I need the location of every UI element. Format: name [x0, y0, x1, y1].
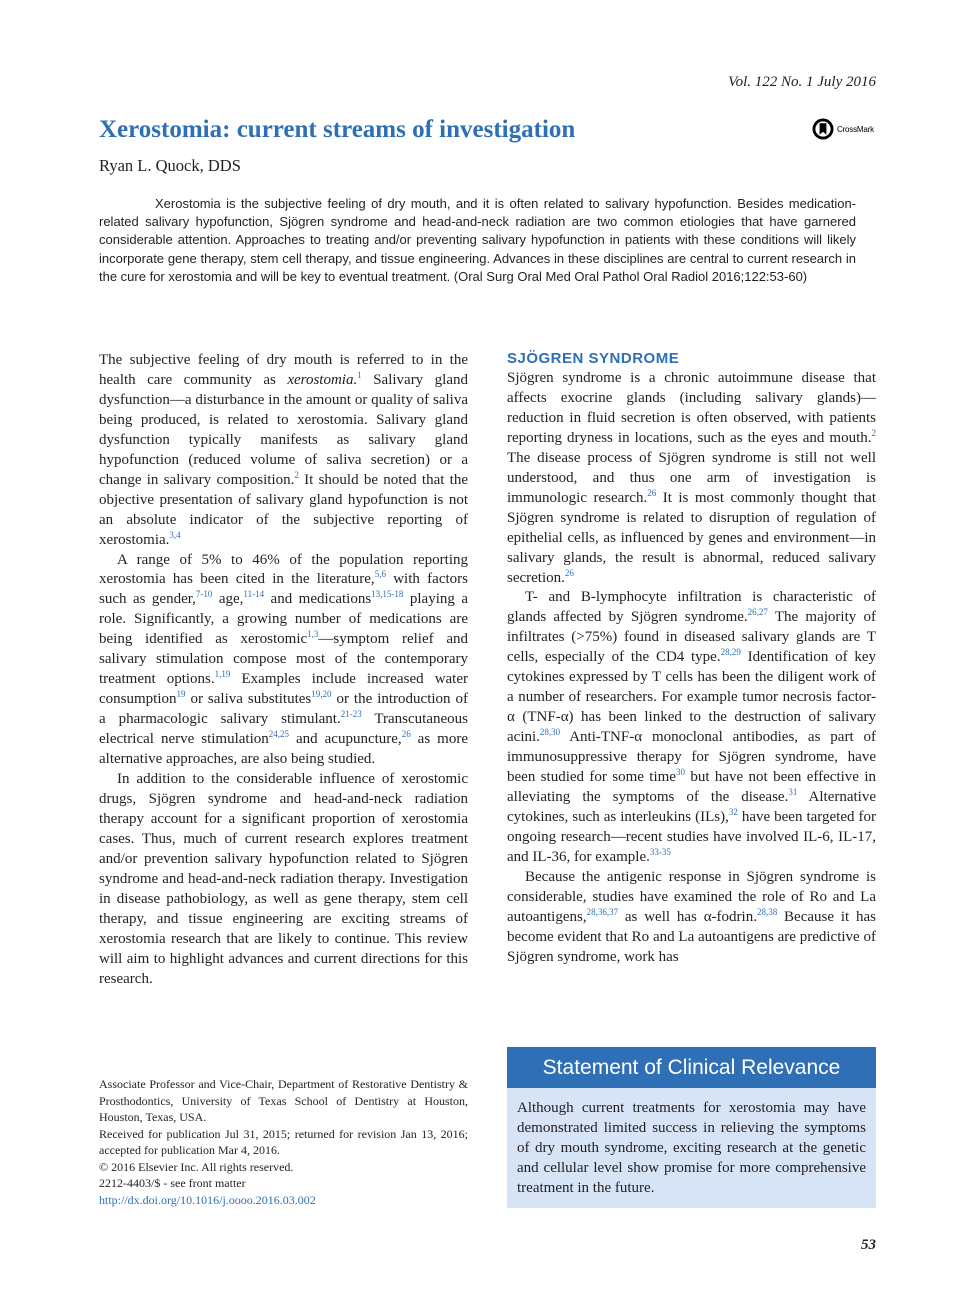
left-column — [99, 351, 468, 990]
section-heading-sjogren: SJÖGREN SYNDROME — [507, 350, 680, 367]
citation-link[interactable]: 28,36,37 — [586, 906, 619, 917]
citation-link[interactable]: 28,38 — [756, 906, 778, 917]
author-affiliation: Associate Professor and Vice-Chair, Department of Restorative Dentistry & Prosthodontics, University of Texas School of Dentistry at Houston, Houston, Texas, USA. — [99, 1077, 468, 1124]
citation-link[interactable]: 1,3 — [307, 629, 319, 640]
journal-info: Vol. 122 No. 1 July 2016 — [728, 74, 876, 90]
citation-link[interactable]: 28,30 — [539, 727, 561, 738]
citation-link[interactable]: 21-23 — [340, 709, 362, 720]
citation-link[interactable]: 32 — [728, 806, 738, 817]
citation-link[interactable]: 33-35 — [649, 846, 671, 857]
citation-link[interactable]: 2 — [294, 469, 299, 480]
clinical-relevance-title: Statement of Clinical Relevance — [507, 1047, 876, 1088]
article-title: Xerostomia: current streams of investigation — [99, 116, 576, 143]
citation-link[interactable]: 2 — [871, 427, 876, 438]
right-column — [507, 350, 876, 968]
citation-link[interactable]: 30 — [675, 767, 685, 778]
citation-link[interactable]: 13,15-18 — [371, 589, 404, 600]
citation-link[interactable]: 3,4 — [169, 529, 181, 540]
citation-link[interactable]: 26,27 — [747, 607, 768, 618]
citation-link[interactable]: 26 — [647, 487, 657, 498]
citation-link[interactable]: 1 — [357, 369, 362, 380]
issn-line: 2212-4403/$ - see front matter — [99, 1176, 246, 1190]
citation-link[interactable]: 1,19 — [214, 669, 231, 680]
crossmark-icon — [812, 118, 834, 140]
citation-link[interactable]: 26 — [564, 567, 574, 578]
citation-link[interactable]: 19 — [176, 689, 186, 700]
clinical-relevance-text: Although current treatments for xerostomia may have demonstrated limited success in relieving the symptoms of dry mouth syndrome, exciting research at the genetic and cellular level show promise for more comprehensive treatment in the future. — [517, 1100, 866, 1196]
author-name: Ryan L. Quock, DDS — [99, 156, 241, 175]
intro-paragraph-2: A range of 5% to 46% of the population reporting xerostomia has been cited in the literature,$^{5,6}$ with factors such as gender,$^{7-10}$ age,$^{11-14}$ and medications$^{13,15-18}$ playing a role. Significantly, a growing number of medications are being identified as xerostomic$^{1,3}$—symptom relief and salivary stimulation compose most of the contemporary treatment options.$^{1,19}$ Examples include increased water consumption$^{19}$ or saliva substitutes$^{19,20}$ or the introduction of a pharmacologic salivary stimulant.$^{21-23}$ Transcutaneous electrical nerve stimulation$^{24,25}$ and acupuncture,$^{26}$ as more alternative approaches, are also being studied. — [99, 551, 469, 768]
copyright-notice: © 2016 Elsevier Inc. All rights reserved. — [99, 1159, 294, 1174]
publication-dates: Received for publication Jul 31, 2015; returned for revision Jan 13, 2016; accepted for publication Mar 4, 2016. — [99, 1126, 468, 1157]
crossmark-badge[interactable] — [812, 118, 874, 140]
citation-link[interactable]: 5,6 — [374, 569, 386, 580]
citation-link[interactable]: 11-14 — [243, 589, 265, 600]
citation-link[interactable]: 26 — [401, 729, 411, 740]
intro-paragraph-3: In addition to the considerable influence of xerostomic drugs, Sjögren syndrome and head-and-neck radiation therapy account for a significant proportion of xerostomia cases. Thus, much of current research explores treatment and/or prevention salivary hypofunction related to Sjögren syndrome and head-and-neck radiation therapy. Investigation in disease pathobiology, as well as gene therapy, stem cell therapy, and tissue engineering are exciting streams of xerostomia research that are likely to continue. This review will aim to highlight advances and current directions for this research. — [99, 771, 468, 987]
article-footnote — [99, 1076, 468, 1208]
citation-link[interactable]: 7-10 — [195, 589, 213, 600]
crossmark-label: CrossMark — [837, 124, 874, 134]
citation-link[interactable]: 19,20 — [311, 689, 332, 700]
abstract: Xerostomia is the subjective feeling of dry mouth, and it is often related to salivary hypofunction. Besides medication-related salivary hypofunction, Sjögren syndrome and head-and-neck radiation are two common etiologies that have garnered considerable attention. Approaches to treating and/or preventing salivary hypofunction in patients with these conditions will likely incorporate gene therapy, stem cell therapy, and tissue engineering. Advances in these disciplines are central to current research in the cure for xerostomia and will be key to eventual treatment. (Oral Surg Oral Med Oral Pathol Oral Radiol 2016;122:53-60) — [99, 196, 856, 284]
sjogren-paragraph-1: Sjögren syndrome is a chronic autoimmune disease that affects exocrine glands (including salivary glands)—reduction in fluid secretion is often observed, with patients reporting dryness in locations, such as the eyes and mouth.$^2$ The disease process of Sjögren syndrome is still not well understood, and thus one arm of investigation is immunologic research.$^{26}$ It is most commonly thought that Sjögren syndrome is related to disruption of regulation of epithelial cells, as influenced by genes and environment—in salivary glands, the result is abnormal, reduced salivary secretion.$^{26}$ — [507, 370, 876, 586]
sjogren-paragraph-2: T- and B-lymphocyte infiltration is characteristic of glands affected by Sjögren syndrome.$^{26,27}$ The majority of infiltrates (>75%) found in diseased salivary glands are T cells, especially of the CD4 type.$^{28,29}$ Identification of key cytokines expressed by T cells has been the diligent work of a number of researchers. For example tumor necrosis factor-α (TNF-α) has been linked to the destruction of salivary acini.$^{28,30}$ Anti-TNF-α monoclonal antibodies, as part of immunosuppressive therapy for Sjögren syndrome, have been studied for some time$^{30}$ but have not been effective in alleviating the symptoms of the disease.$^{31}$ Alternative cytokines, such as interleukins (ILs),$^{32}$ have been targeted for ongoing research—recent studies have involved IL-6, IL-17, and IL-36, for example.$^{33-35}$ — [507, 589, 876, 865]
citation-link[interactable]: 31 — [788, 787, 798, 798]
intro-paragraph-1: The subjective feeling of dry mouth is referred to in the health care community as xerostomia.$^1$ Salivary gland dysfunction—a disturbance in the amount or quality of saliva being produced, is related to xerostomia. Salivary gland dysfunction typically manifests as salivary gland hypofunction (reduced volume of saliva secretion) or a change in salivary composition.$^2$ It should be noted that the objective presentation of salivary gland hypofunction is not an absolute indicator of the subjective reporting of xerostomia.$^{3,4}$ — [99, 352, 468, 548]
doi-link[interactable]: http://dx.doi.org/10.1016/j.oooo.2016.03.002 — [99, 1192, 316, 1207]
clinical-relevance-box — [507, 1047, 876, 1208]
page-number: 53 — [861, 1237, 876, 1253]
sjogren-paragraph-3: Because the antigenic response in Sjögren syndrome is considerable, studies have examined the role of Ro and La autoantigens,$^{28,36,37}$ as well has α-fodrin.$^{28,38}$ Because it has become evident that Ro and La autoantigens are predictive of Sjögren syndrome, work has — [507, 868, 876, 965]
citation-link[interactable]: 24,25 — [268, 729, 289, 740]
citation-link[interactable]: 28,29 — [720, 647, 741, 658]
